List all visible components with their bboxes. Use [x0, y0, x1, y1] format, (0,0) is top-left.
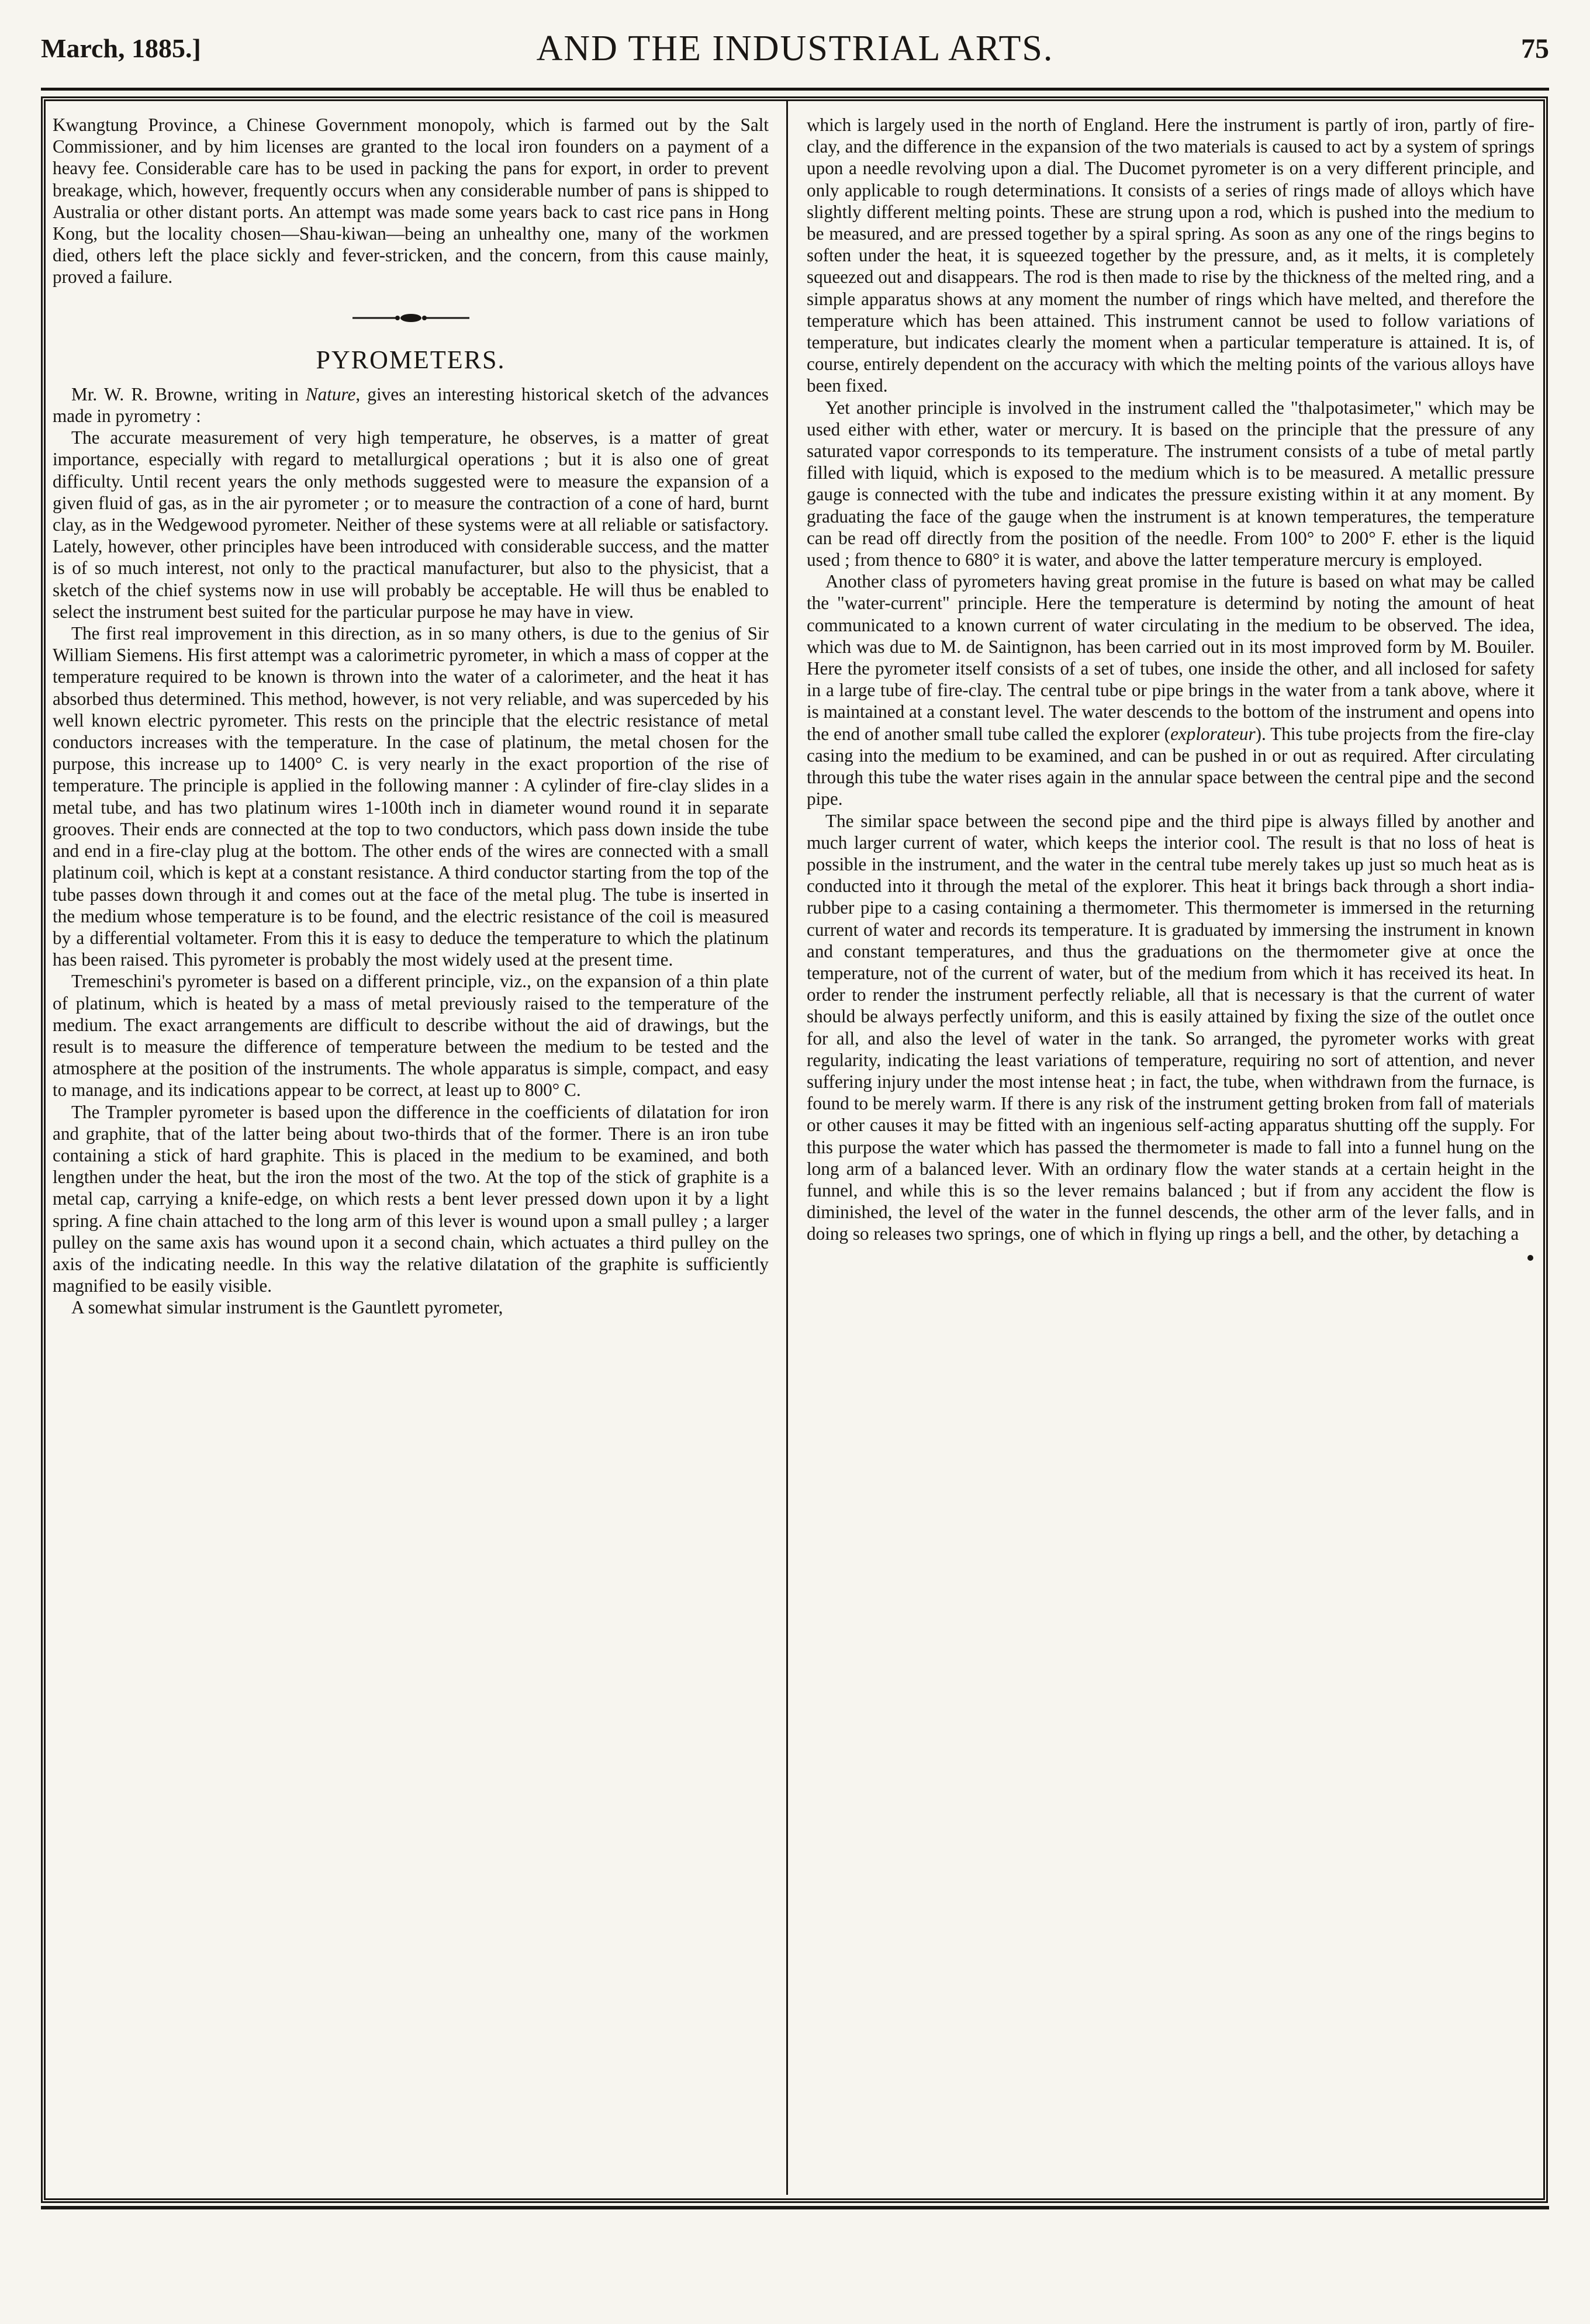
- ornament-divider: [53, 309, 769, 327]
- bullet-icon: [1526, 1254, 1534, 1262]
- paragraph: Yet another principle is involved in the instrument called the "thalpotasimeter," which may be used either with ether, water or mercury. It is based on the principle that the pressure of any saturated vapor corresponds to its temperature. The instrument consists of a tube of metal partly filled with liquid, which is exposed to the medium which is to be measured. A metallic pressure gauge is connected with the tube and indicates the pressure existing within it at any moment. By graduating the face of the gauge when the instrument is at known temperatures, the temperature can be read off directly from the position of the needle. From 100° to 200° F. ether is the liquid used ; from thence to 680° it is water, and above the latter temperature mercury is employed.: [807, 397, 1534, 570]
- paragraph: The accurate measurement of very high temperature, he observes, is a matter of great importance, especially with regard to metallurgical operations ; but it is also one of great difficulty. Until recent years the only methods suggested were to measure the expansion of a given fluid of gas, as in the air pyrometer ; or to measure the contraction of a cone of hard, burnt clay, as in the Wedgewood pyrometer. Neither of these systems were at all reliable or satisfactory. Lately, however, other principles have been introduced with considerable success, and the matter is of so much interest, not only to the practical manufacturer, but also to the physicist, that a sketch of the chief systems now in use will probably be acceptable. He will thus be enabled to select the instrument best suited for the particular purpose he may have in view.: [53, 427, 769, 622]
- paragraph: A somewhat simular instrument is the Gauntlett pyrometer,: [71, 1297, 503, 1318]
- text-run: ). This tube projects from the fire-clay casing into the medium to be examined, and can be pushed in or out as required. After circulating through this tube the water rises again in the annular space between the central pipe and the second pipe.: [807, 723, 1534, 810]
- header-rule: [41, 88, 1549, 91]
- paragraph: The Trampler pyrometer is based upon the difference in the coefficients of dilatation for iron and graphite, that of the latter being about two-thirds that of the former. There is an iron tube containing a stick of hard graphite. This is placed in the medium to be examined, and both lengthen under the heat, but the iron the most of the two. At the top of the stick of graphite is a metal cap, carrying a knife-edge, on which rests a bent lever pressed down upon it by a light spring. A fine chain attached to the long arm of this lever is wound upon a small pulley ; a larger pulley on the same axis has wound upon it a second chain, which actuates a third pulley on the axis of the indicating needle. In this way the relative dilatation of the graphite is sufficiently magnified to be easily visible.: [53, 1101, 769, 1296]
- issue-date: March, 1885.]: [41, 33, 201, 63]
- paragraph: The similar space between the second pipe and the third pipe is always filled by another and much larger current of water, which keeps the interior cool. The result is that no loss of heat is possible in the instrument, and the water in the central tube merely takes up just so much heat as is conducted into it through the metal of the explorer. This heat it brings back through a short india-rubber pipe to a casing containing a thermometer. This thermometer is immersed in the returning current of water and records its temperature. It is graduated by immersing the instrument in known and constant temperatures, and thus the graduations on the thermometer give at once the temperature, not of the current of water, but of the medium from which it has received its heat. In order to render the instrument perfectly reliable, all that is necessary is that the current of water should be always perfectly uniform, and this is easily attained by fixing the size of the outlet once for all, and also the level of water in the tank. So arranged, the pyrometer works with great regularity, indicating the least variations of temperature, requiring no sort of attention, and never suffering injury under the most intense heat ; in fact, the tube, when withdrawn from the furnace, is found to be merely warm. If there is any risk of the instrument getting broken from fall of materials or other causes it may be fitted with an ingenious self-acting apparatus shutting off the supply. For this purpose the water which has passed the thermometer is made to fall into a funnel hung on the long arm of a balanced lever. With an ordinary flow the water stands at a certain height in the funnel, and while this is so the lever remains balanced ; but if from any accident the flow is diminished, the level of the water in the funnel descends, the other arm of the lever falls, and in doing so releases two springs, one of which in flying up rings a bell, and the other, by detaching a: [807, 810, 1534, 1244]
- italic-term: explorateur: [1170, 723, 1256, 744]
- paragraph: which is largely used in the north of England. Here the instrument is partly of iron, partly of fire-clay, and the difference in the expansion of the two materials is caused to act by a system of springs upon a needle revolving upon a dial. The Ducomet pyrometer is on a very different principle, and only applicable to rough determinations. It consists of a series of rings made of alloys which have slightly different melting points. These are strung upon a rod, which is pushed into the medium to be measured, and are pressed together by a spiral spring. As soon as any one of the rings begins to soften under the heat, it is squeezed together by the pressure, and, as it melts, it is completely squeezed out and disappears. The rod is then made to rise by the thickness of the melted ring, and a simple apparatus shows at any moment the number of rings which have melted, and therefore the temperature which has been attained. This instrument cannot be used to follow variations of temperature, but indicates clearly the moment when a particular temperature is attained. It is, of course, entirely dependent on the accuracy with which the melting points of the various alloys have been fixed.: [807, 115, 1534, 396]
- ornament-icon: [341, 309, 481, 327]
- text-run: Mr. W. R. Browne, writing in: [71, 383, 306, 404]
- page-header: [41, 26, 1549, 90]
- intro-paragraph: Kwangtung Province, a Chinese Government monopoly, which is farmed out by the Salt Commissioner, and by him licenses are granted to the local iron founders on a payment of a heavy fee. Considerable care has to be used in packing the pans for export, in order to prevent breakage, which, however, frequently occurs when any considerable number of pans is shipped to Australia or other distant ports. An attempt was made some years back to cast rice pans in Hong Kong, but the locality chosen—Shau-kiwan—being an unhealthy one, many of the workmen died, others left the place sickly and fever-stricken, and the concern, from this cause mainly, proved a failure.: [53, 115, 769, 288]
- page-number: 75: [1521, 33, 1549, 64]
- footer-rule: [41, 2206, 1549, 2209]
- paragraph-water-current: [807, 570, 1534, 810]
- paragraph: Tremeschini's pyrometer is based on a different principle, viz., on the expansion of a thin plate of platinum, which is heated by a mass of metal previously raised to the temperature of the medium. The exact arrangements are difficult to describe without the aid of drawings, but the result is to measure the difference of temperature between the medium to be tested and the atmosphere at the position of the instruments. The whole apparatus is simple, compact, and easy to manage, and its indications appear to be correct, at least up to 800° C.: [53, 971, 769, 1101]
- running-title: AND THE INDUSTRIAL ARTS.: [536, 29, 1054, 68]
- right-column: [807, 114, 1534, 2183]
- section-title: PYROMETERS.: [316, 345, 506, 374]
- paragraph: The first real improvement in this direction, as in so many others, is due to the genius of Sir William Siemens. His first attempt was a calorimetric pyrometer, in which a mass of copper at the temperature required to be known is thrown into the water of a calorimeter, and the heat it has absorbed thus determined. This method, however, is not very reliable, and was superceded by his well known electric pyrometer. This rests on the principle that the electric resistance of metal conductors increases with the temperature. In the case of platinum, the metal chosen for the purpose, this increase up to 1400° C. is very nearly in the exact proportion of the rise of temperature. The principle is applied in the following manner : A cylinder of fire-clay slides in a metal tube, and has two platinum wires 1-100th inch in diameter wound round it in separate grooves. Their ends are connected at the top to two conductors, which pass down inside the tube and end in a fire-clay plug at the bottom. The other ends of the wires are connected with a small platinum coil, which is kept at a constant resistance. A third conductor starting from the top of the tube passes down through it and comes out at the face of the metal plug. The tube is inserted in the medium whose temperature is to be found, and the electric resistance of the coil is measured by a differential voltameter. From this it is easy to deduce the temperature to which the platinum has been raised. This pyrometer is probably the most widely used at the present time.: [53, 623, 769, 970]
- left-column: [53, 114, 769, 2183]
- paragraph-browne: [53, 383, 769, 427]
- text-run: , gives an interesting historical sketch of the advances made in pyrometry :: [53, 383, 769, 427]
- continuation-mark: [807, 1247, 1534, 1269]
- text-run: Another class of pyrometers having great promise in the future is based on what may be called the "water-current" principle. Here the temperature is determind by noting the amount of heat communicated to a known current of water circulating in the medium to be observed. The idea, which was due to M. de Saintignon, has been carried out in its most improved form by M. Bouiler. Here the pyrometer itself consists of a set of tubes, one inside the other, and all inclosed for safety in a large tube of fire-clay. The central tube or pipe brings in the water from a tank above, where it is maintained at a constant level. The water descends to the bottom of the instrument and opens into the end of another small tube called the explorer (: [807, 571, 1534, 744]
- column-divider: [786, 99, 788, 2195]
- journal-title: Nature: [305, 383, 356, 404]
